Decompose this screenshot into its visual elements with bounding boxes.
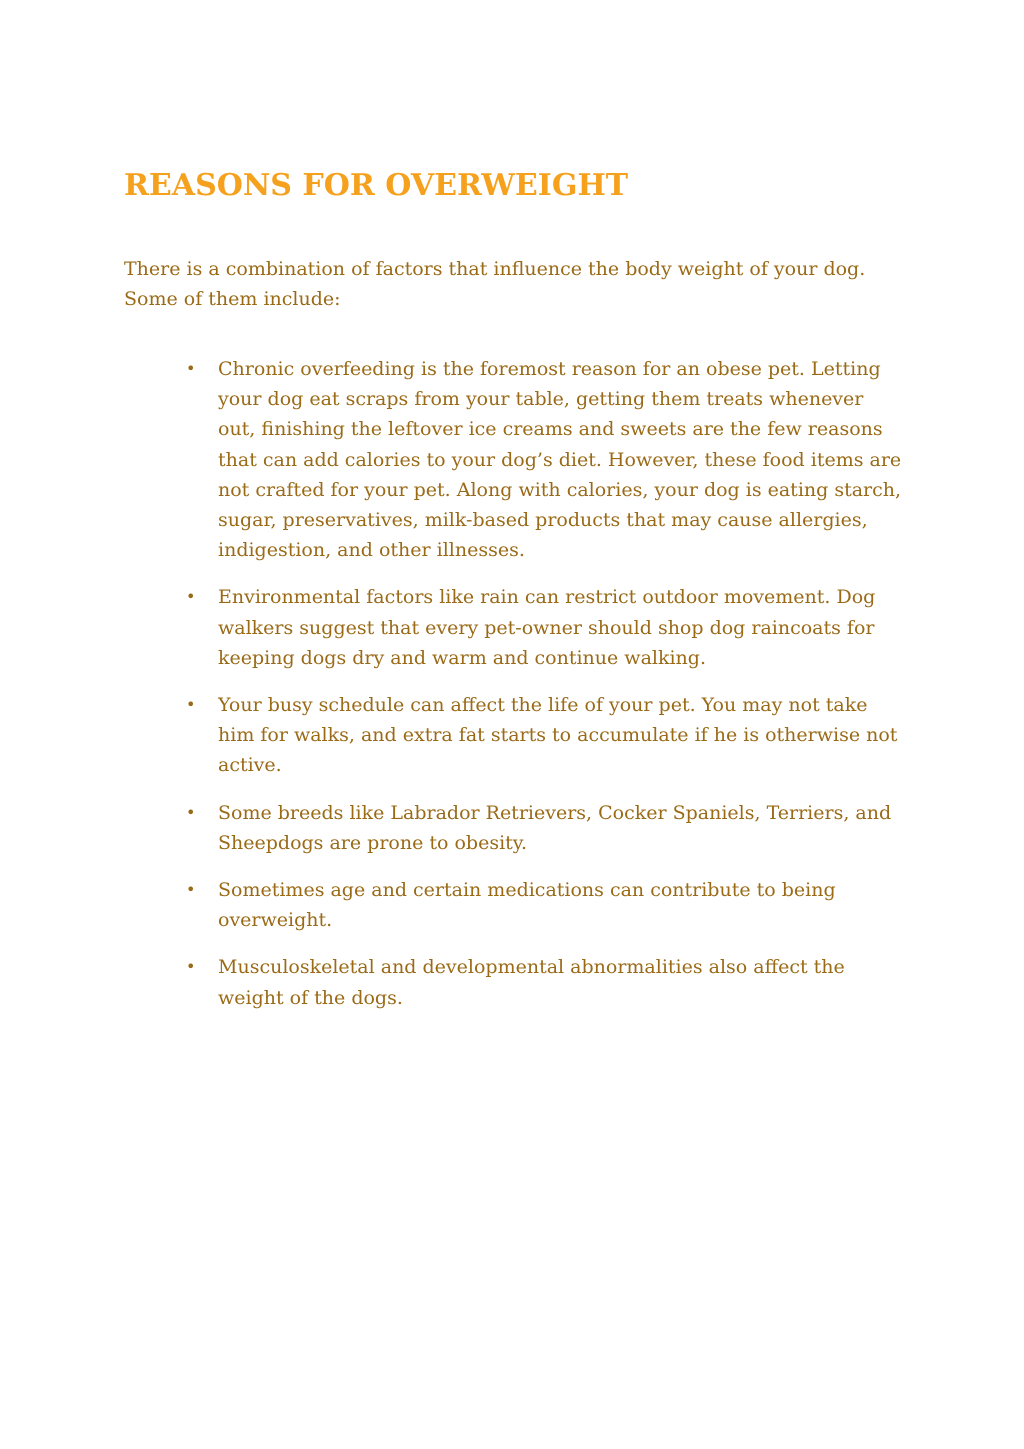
list-item [184,875,904,935]
list-item-text: Sometimes age and certain medications can contribute to being overweight. [218,879,836,932]
list-item-text: Chronic overfeeding is the foremost reason for an obese pet. Letting your dog eat scraps from your table, getting them treats whenever out, finishing the leftover ice creams and sweets are the few reasons that can add calories to your dog’s diet. However, these food items are not crafted for your pet. Along with calories, your dog is eating starch, sugar, preservatives, milk-based products that may cause allergies, indigestion, and other illnesses. [218,358,902,562]
bullet-icon: • [186,802,196,822]
list-item [184,582,904,673]
page-title: REASONS FOR OVERWEIGHT [124,168,629,203]
bullet-icon: • [186,587,196,607]
list-item-text: Some breeds like Labrador Retrievers, Cocker Spaniels, Terriers, and Sheepdogs are prone to obesity. [218,801,892,854]
bullet-icon: • [186,359,196,378]
list-item [184,952,904,1012]
intro-paragraph: There is a combination of factors that influence the body weight of your dog. Some of them include: [124,258,866,310]
bullet-icon: • [186,957,196,977]
bullet-icon: • [186,695,196,715]
list-item [184,798,904,858]
list-item [184,354,904,565]
list-item [184,690,904,781]
list-item-text: Your busy schedule can affect the life of your pet. You may not take him for walks, and extra fat starts to accumulate if he is otherwise not active. [218,694,898,777]
bullet-icon: • [186,880,196,900]
reasons-list [184,354,904,1030]
list-item-text: Musculoskeletal and developmental abnormalities also affect the weight of the dogs. [218,956,845,1009]
list-item-text: Environmental factors like rain can restrict outdoor movement. Dog walkers suggest that every pet-owner should shop dog raincoats for keeping dogs dry and warm and continue walking. [218,586,876,669]
